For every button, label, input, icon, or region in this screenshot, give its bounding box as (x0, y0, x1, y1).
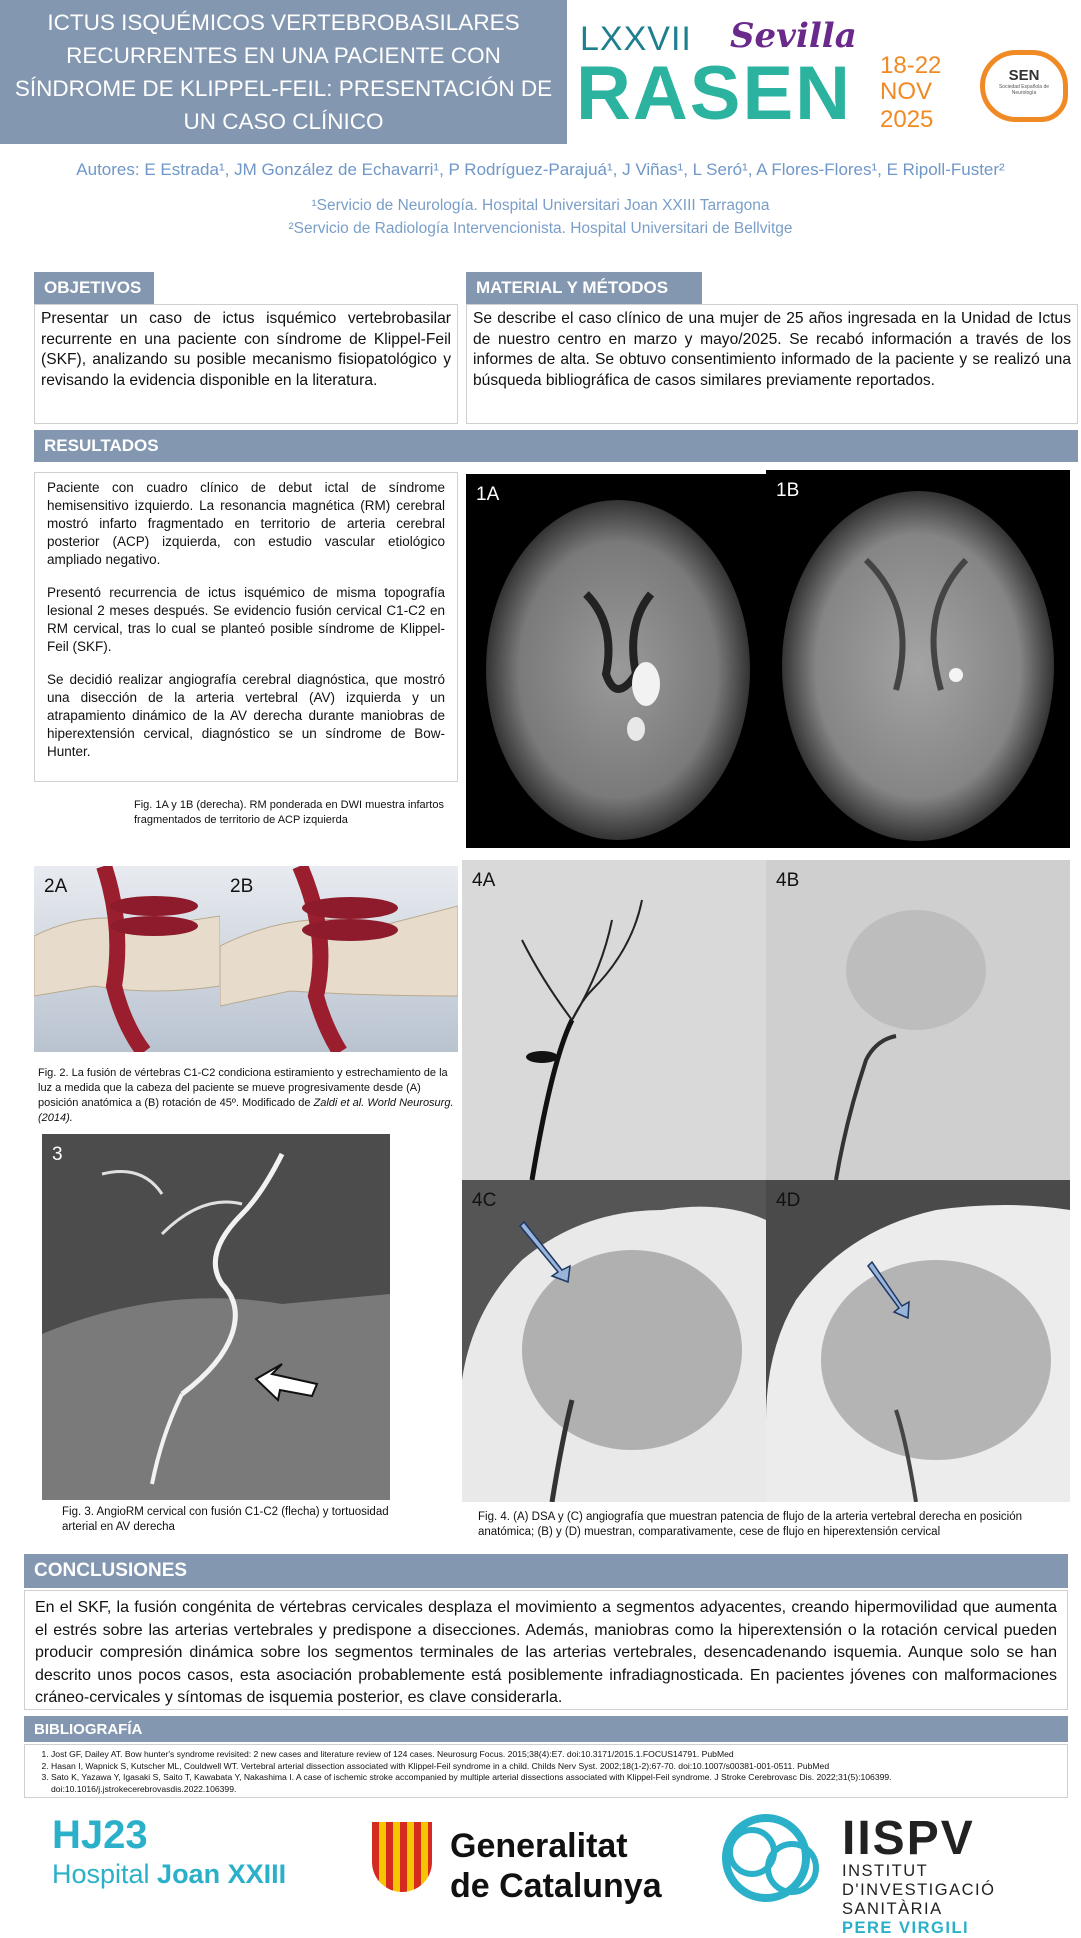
gen-line-1: Generalitat (450, 1827, 628, 1865)
objetivos-heading (34, 272, 154, 304)
generalitat-shield-icon (372, 1822, 432, 1892)
fig-4d-angio (766, 1180, 1070, 1502)
bib-item-1: 1. Jost GF, Dailey AT. Bow hunter's syndrome revisited: 2 new cases and literature review of 124 cases. Neurosurg Focus. 2015;38(4):E7. doi:10.3171/2015.1.FOCUS14791. PubMed (51, 1749, 1059, 1761)
iispv-circles-graphic (704, 1812, 834, 1904)
fig-3-angiorm (42, 1134, 390, 1500)
affiliation-1: ¹Servicio de Neurología. Hospital Universitari Joan XXIII Tarragona (311, 197, 770, 214)
fig-1a-label: 1A (476, 484, 500, 505)
hj23-logo: HJ23 (52, 1813, 148, 1857)
fig2-caption-text: Fig. 2. La fusión de vértebras C1-C2 condiciona estiramiento y estrechamiento de la luz a medida que la cabeza del paciente se mueve progresivamente desde (A) posición anatómica a (B) rotación de 45º. Modificado de (38, 1067, 448, 1109)
bib-item-2: 2. Hasan I, Wapnick S, Kutscher ML, Couldwell WT. Vertebral arterial dissection associated with Klippel-Feil syndrome in a child. Childs Nerv Syst. 2002;18(1-2):67-70. doi:10.1007/s00381-001-0511. PubMed (51, 1761, 1059, 1773)
metodos-heading (466, 272, 702, 304)
congress-logo (576, 14, 950, 136)
hospital-joan-xxiii-logo-text (52, 1860, 286, 1888)
sen-logo-sub: Sociedad Española de Neurología (998, 84, 1050, 96)
fig-1b-graphic (766, 470, 1070, 848)
generalitat-logo-text (450, 1826, 662, 1906)
iispv-logo-sub (842, 1862, 995, 1938)
gen-line-2: de Catalunya (450, 1867, 662, 1905)
fig-2b-graphic (220, 866, 458, 1052)
fig-4d-graphic (766, 1180, 1070, 1502)
affiliation-2: ²Servicio de Radiología Intervencionista. Hospital Universitari de Bellvitge (288, 220, 793, 237)
resultados-heading-text: RESULTADOS (44, 436, 159, 455)
resultados-paragraph-3: Se decidió realizar angiografía cerebral diagnóstica, que mostró una disección de la arteria vertebral (AV) izquierda y un atrapamiento dinámico de la AV derecha durante maniobras de hiperextensión cervical, diagnóstico se un síndrome de Bow-Hunter. (47, 672, 445, 759)
fig-2b-label: 2B (230, 876, 254, 897)
congress-name: RASEN (576, 51, 853, 136)
fig3-caption: Fig. 3. AngioRM cervical con fusión C1-C2 (flecha) y tortuosidad arterial en AV derecha (62, 1506, 389, 1533)
conclusiones-heading-text: CONCLUSIONES (34, 1560, 188, 1581)
poster-title-text: ICTUS ISQUÉMICOS VERTEBROBASILARES RECURRENTES EN UNA PACIENTE CON SÍNDROME DE KLIPPEL-FEIL: PRESENTACIÓN DE UN CASO CLÍNICO (14, 10, 553, 134)
resultados-heading (34, 430, 1078, 462)
sen-logo-text: SEN (1008, 67, 1040, 84)
resultados-body (34, 472, 458, 782)
metodos-body: Se describe el caso clínico de una mujer de 25 años ingresada en la Unidad de Ictus de nuestro centro en marzo y mayo/2025. Se recabó información a través de los informes de alta. Se obtuvo consentimiento informado de la paciente y se realizó una búsqueda bibliográfica de casos similares previamente reportados. (466, 304, 1078, 424)
fig-3-graphic (42, 1134, 390, 1500)
bibliografia-list (33, 1749, 1059, 1795)
objetivos-heading-text: OBJETIVOS (44, 278, 142, 297)
hj-sub-1: Hospital (52, 1859, 158, 1889)
iispv-logo-text: IISPV (842, 1812, 975, 1865)
congress-dates: 18-22 (880, 52, 942, 79)
fig-2b-illustration (220, 866, 458, 1052)
hj-sub-2: Joan XXIII (157, 1859, 287, 1889)
iispv-sub-4: PERE VIRGILI (842, 1919, 970, 1937)
fig4-caption: Fig. 4. (A) DSA y (C) angiografía que muestran patencia de flujo de la arteria vertebral derecha en posición anatómica; (B) y (D) muestran, comparativamente, cese de flujo en hiperextensión cervical (478, 1511, 1022, 1538)
bibliografia-heading-text: BIBLIOGRAFÍA (34, 1720, 143, 1738)
poster-title (0, 0, 567, 144)
fig-4b-label: 4B (776, 870, 800, 891)
congress-month: NOV (880, 78, 933, 105)
conclusiones-heading (24, 1554, 1068, 1588)
resultados-paragraph-2: Presentó recurrencia de ictus isquémico de misma topografía lesional 2 meses después. Se evidencio fusión cervical C1-C2 en RM cervical, tras lo cual se planteó posible síndrome de Klippel-Feil (SKF). (47, 585, 445, 654)
fig-2a-label: 2A (44, 876, 68, 897)
fig-1a-mri (466, 474, 766, 848)
fig-4a-dsa (462, 860, 766, 1180)
fig-4a-graphic (462, 860, 766, 1180)
fig-4c-label: 4C (472, 1190, 497, 1211)
fig-1a-graphic (466, 474, 766, 848)
fig-4c-angio (462, 1180, 766, 1502)
fig1-caption: Fig. 1A y 1B (derecha). RM ponderada en DWI muestra infartos fragmentados de territorio de ACP izquierda (134, 799, 444, 826)
metodos-heading-text: MATERIAL Y MÉTODOS (476, 278, 669, 297)
bibliografia-heading (24, 1716, 1068, 1742)
fig-4d-label: 4D (776, 1190, 801, 1211)
sen-logo (980, 50, 1068, 122)
fig-1b-label: 1B (776, 480, 800, 501)
congress-edition: LXXVII (580, 20, 692, 58)
congress-year: 2025 (880, 106, 934, 133)
fig-4a-label: 4A (472, 870, 496, 891)
fig-2a-illustration (34, 866, 220, 1052)
resultados-paragraph-1: Paciente con cuadro clínico de debut ictal de síndrome hemisensitivo izquierdo. La resonancia magnética (RM) cerebral mostró infarto fragmentado en territorio de arteria cerebral posterior (ACP) izquierda, con estudio vascular etiológico ampliado negativo. (47, 480, 445, 567)
iispv-sub-2: D'INVESTIGACIÓ (842, 1881, 996, 1899)
fig-4b-graphic (766, 860, 1070, 1180)
fig-4c-graphic (462, 1180, 766, 1502)
fig2-caption-ref: Zaldi et al. World Neurosurg. (2014). (38, 1097, 454, 1124)
bib-item-3: 3. Sato K, Yazawa Y, Igasaki S, Saito T, Kawabata Y, Nakashima I. A case of ischemic stroke accompanied by multiple arterial dissections associated with Klippel-Feil syndrome. J Stroke Cerebrovasc Dis. 2022;31(5):106399. doi:10.1016/j.jstrokecerebrovasdis.2022.106399. (51, 1772, 1059, 1795)
fig-1b-mri (766, 470, 1070, 848)
conclusiones-body: En el SKF, la fusión congénita de vértebras cervicales desplaza el movimiento a segmentos adyacentes, creando hipermovilidad que aumenta el estrés sobre las arterias vertebrales y predispone a disecciones. Además, maniobras como la hiperextensión o la rotación cervical pueden producir compresión dinámica sobre los segmentos terminales de las arterias vertebrales, desencadenando isquemia. Aunque solo se han descrito unos pocos casos, esta asociación probablemente está posiblemente infradiagnosticada. En pacientes jóvenes con malformaciones cráneo-cervicales y síntomas de isquemia posterior, es clave considerarla. (24, 1590, 1068, 1710)
bibliografia-body (24, 1744, 1068, 1798)
objetivos-body: Presentar un caso de ictus isquémico vertebrobasilar recurrente en una paciente con síndrome de Klippel-Feil (SKF), analizando su posible mecanismo fisiopatológico y revisando la evidencia disponible en la literatura. (34, 304, 458, 424)
iispv-circles-icon (704, 1812, 834, 1904)
fig-4b-dsa (766, 860, 1070, 1180)
fig-3-label: 3 (52, 1144, 63, 1165)
congress-city: Sevilla (730, 16, 857, 56)
authors-line: Autores: E Estrada¹, JM González de Echavarri¹, P Rodríguez-Parajuá¹, J Viñas¹, L Seró¹, A Flores-Flores¹, E Ripoll-Fuster² (76, 160, 1005, 179)
fig2-caption (38, 1066, 458, 1126)
iispv-sub-3: SANITÀRIA (842, 1900, 943, 1918)
iispv-sub-1: INSTITUT (842, 1862, 929, 1880)
